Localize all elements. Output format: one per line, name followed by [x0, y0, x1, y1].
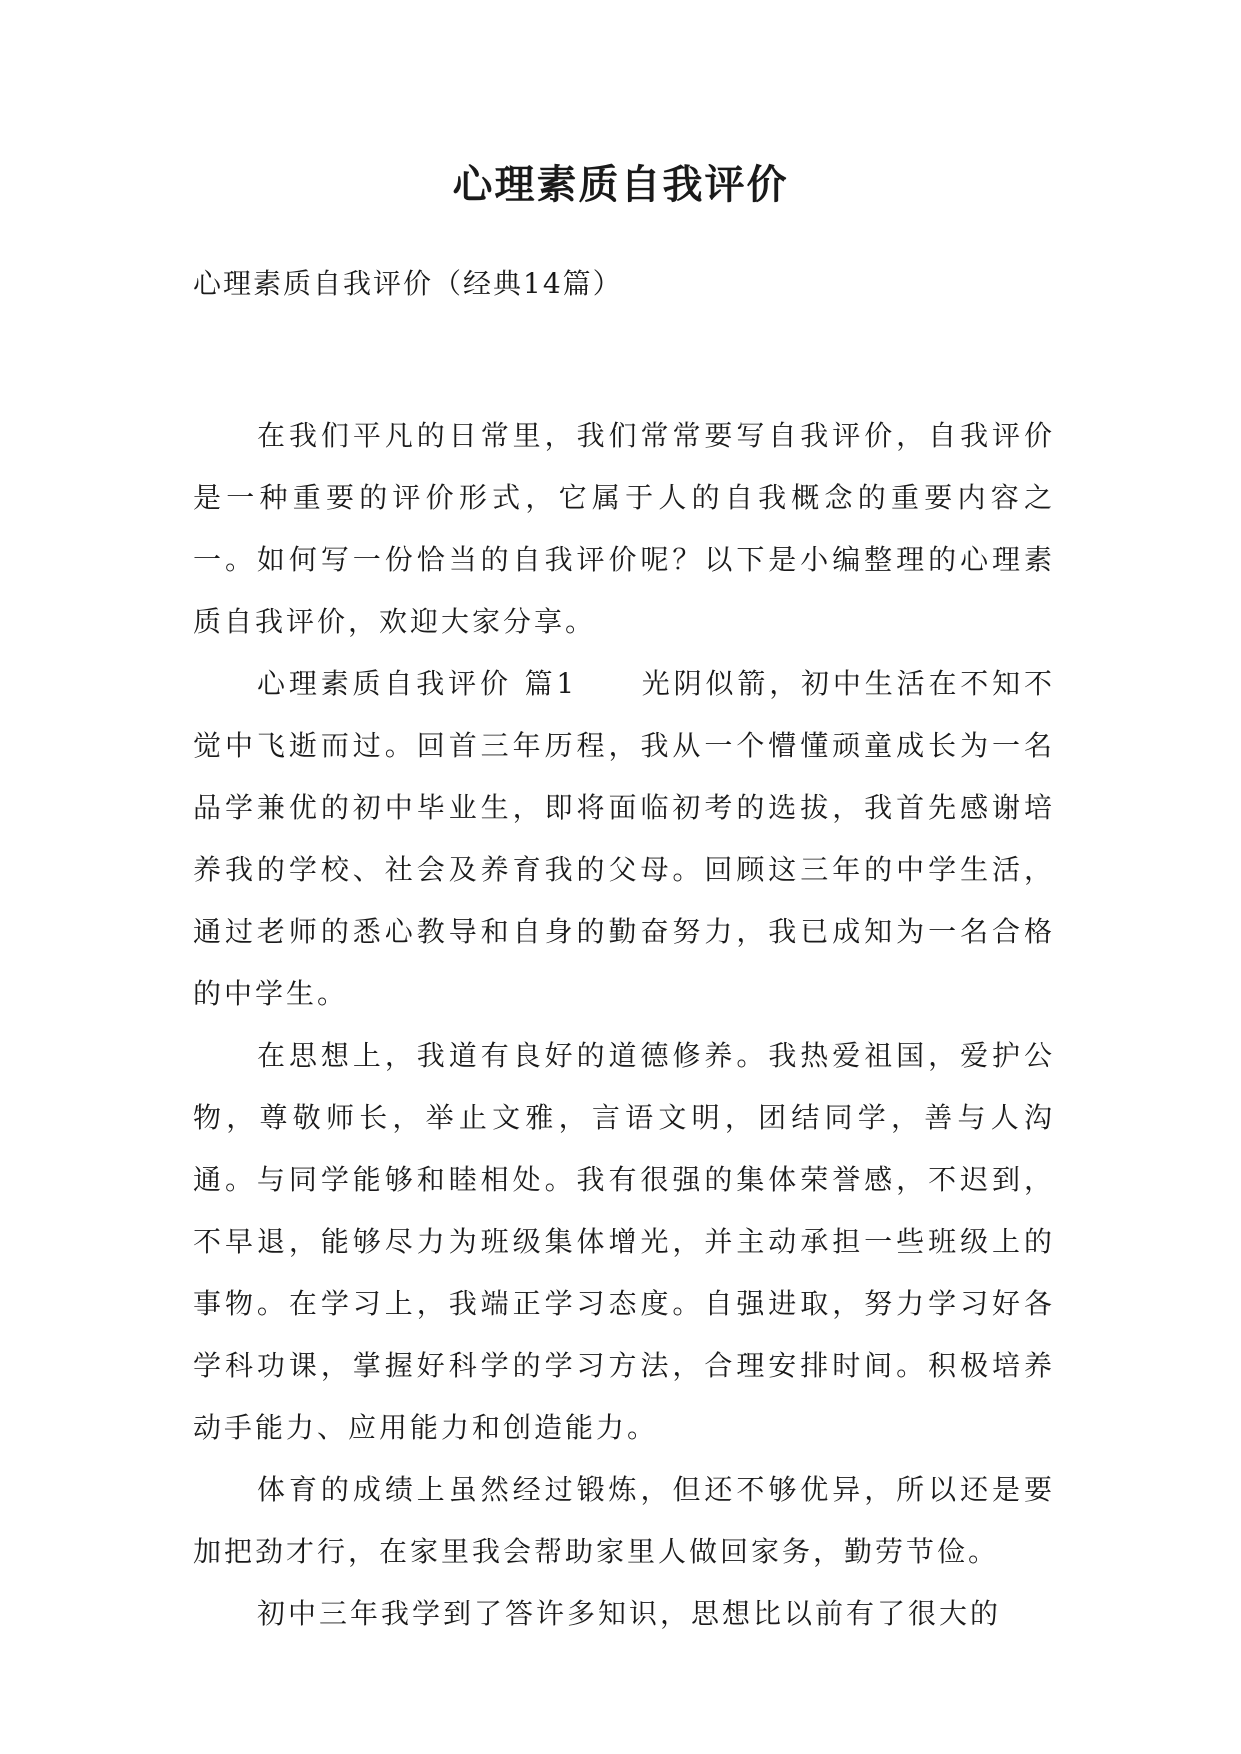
- paragraph-ideology: 在思想上，我道有良好的道德修养。我热爱祖国，爱护公物，尊敬师长，举止文雅，言语文明，团结同学，善与人沟通。与同学能够和睦相处。我有很强的集体荣誉感，不迟到，不早退，能够尽力为班级集体增光，并主动承担一些班级上的事物。在学习上，我端正学习态度。自强进取，努力学习好各学科功课，掌握好科学的学习方法，合理安排时间。积极培养动手能力、应用能力和创造能力。: [193, 1039, 1055, 1444]
- document-title: 心理素质自我评价: [452, 162, 789, 208]
- paragraph-summary: 初中三年我学到了答许多知识，思想比以前有了很大的: [257, 1597, 1002, 1630]
- paragraph-intro: 在我们平凡的日常里，我们常常要写自我评价，自我评价是一种重要的评价形式，它属于人的自我概念的重要内容之一。如何写一份恰当的自我评价呢？以下是小编整理的心理素质自我评价，欢迎大家分享。: [193, 419, 1055, 638]
- paragraph-article-1: 心理素质自我评价 篇1 光阴似箭，初中生活在不知不觉中飞逝而过。回首三年历程，我从一个懵懂顽童成长为一名品学兼优的初中毕业生，即将面临初考的选拔，我首先感谢培养我的学校、社会及养育我的父母。回顾这三年的中学生活，通过老师的悉心教导和自身的勤奋努力，我已成知为一名合格的中学生。: [193, 667, 1055, 1010]
- document-subtitle: 心理素质自我评价（经典14篇）: [193, 267, 623, 300]
- paragraph-sports: 体育的成绩上虽然经过锻炼，但还不够优异，所以还是要加把劲才行，在家里我会帮助家里人做回家务，勤劳节俭。: [193, 1473, 1055, 1568]
- document-body: [193, 405, 1055, 1645]
